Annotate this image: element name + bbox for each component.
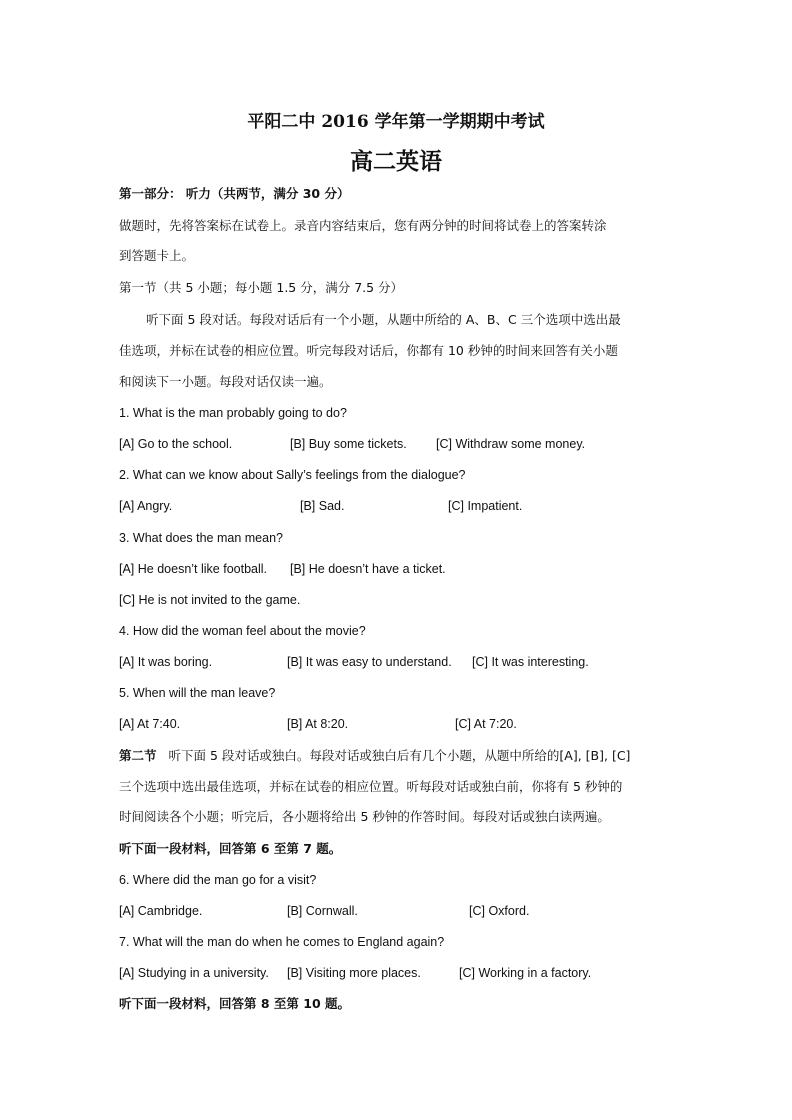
exam-title: 平阳二中 2016 学年第一学期期中考试	[247, 112, 545, 132]
part1-heading: 第一部分： 听力（共两节，满分 30 分）	[119, 186, 350, 201]
option-a: [A] Go to the school.	[119, 437, 233, 451]
option-b: [B] At 8:20.	[287, 717, 349, 731]
option-c: [C] Oxford.	[469, 904, 530, 918]
option-c: [C] It was interesting.	[472, 655, 589, 669]
question-3-option-c: [C] He is not invited to the game.	[119, 593, 301, 607]
section2-instructions-line	[119, 748, 630, 764]
exam-subject: 高二英语	[350, 148, 442, 175]
option-a: [A] Studying in a university.	[119, 966, 269, 980]
option-a: [A] Cambridge.	[119, 904, 203, 918]
option-a: [A] It was boring.	[119, 655, 213, 669]
option-b: [B] He doesn’t have a ticket.	[290, 562, 446, 576]
option-b: [B] Cornwall.	[287, 904, 358, 918]
question-4: 4. How did the woman feel about the movie?	[119, 624, 366, 638]
option-a: [A] He doesn’t like football.	[119, 562, 267, 576]
question-3: 3. What does the man mean?	[119, 531, 283, 545]
option-b: [B] Sad.	[300, 499, 345, 513]
question-2: 2. What can we know about Sally’s feelings from the dialogue?	[119, 468, 466, 482]
section2-instructions-line: 时间阅读各个小题；听完后，各小题将给出 5 秒钟的作答时间。每段对话或独白读两遍。	[119, 809, 610, 824]
part1-instructions-line: 做题时，先将答案标在试卷上。录音内容结束后，您有两分钟的时间将试卷上的答案转涂	[119, 218, 607, 233]
option-c: [C] Impatient.	[448, 499, 523, 513]
option-b: [B] Buy some tickets.	[290, 437, 407, 451]
section1-instructions-line: 听下面 5 段对话。每段对话后有一个小题，从题中所给的 A、B、C 三个选项中选出最	[146, 312, 621, 327]
part1-instructions-line: 到答题卡上。	[119, 248, 195, 263]
section2-instructions-text: 听下面 5 段对话或独白。每段对话或独白后有几个小题，从题中所给的[A], [B], [C]	[168, 748, 631, 763]
material-heading: 听下面一段材料，回答第 8 至第 10 题。	[119, 996, 351, 1011]
option-c: [C] At 7:20.	[455, 717, 517, 731]
option-c: [C] Working in a factory.	[459, 966, 592, 980]
option-a: [A] At 7:40.	[119, 717, 181, 731]
section1-instructions-line: 和阅读下一小题。每段对话仅读一遍。	[119, 374, 332, 389]
section1-heading: 第一节（共 5 小题；每小题 1.5 分，满分 7.5 分）	[119, 280, 404, 295]
option-a: [A] Angry.	[119, 499, 173, 513]
option-b: [B] It was easy to understand.	[287, 655, 452, 669]
option-c: [C] Withdraw some money.	[436, 437, 586, 451]
question-7: 7. What will the man do when he comes to England again?	[119, 935, 445, 949]
section2-label: 第二节	[119, 748, 157, 763]
question-5: 5. When will the man leave?	[119, 686, 276, 700]
question-6: 6. Where did the man go for a visit?	[119, 873, 317, 887]
section2-instructions-line: 三个选项中选出最佳选项，并标在试卷的相应位置。听每段对话或独白前，你将有 5 秒钟的	[119, 779, 623, 794]
material-heading: 听下面一段材料，回答第 6 至第 7 题。	[119, 841, 342, 856]
question-1: 1. What is the man probably going to do?	[119, 406, 347, 420]
section1-instructions-line: 佳选项，并标在试卷的相应位置。听完每段对话后，你都有 10 秒钟的时间来回答有关小题	[119, 343, 618, 358]
option-b: [B] Visiting more places.	[287, 966, 421, 980]
